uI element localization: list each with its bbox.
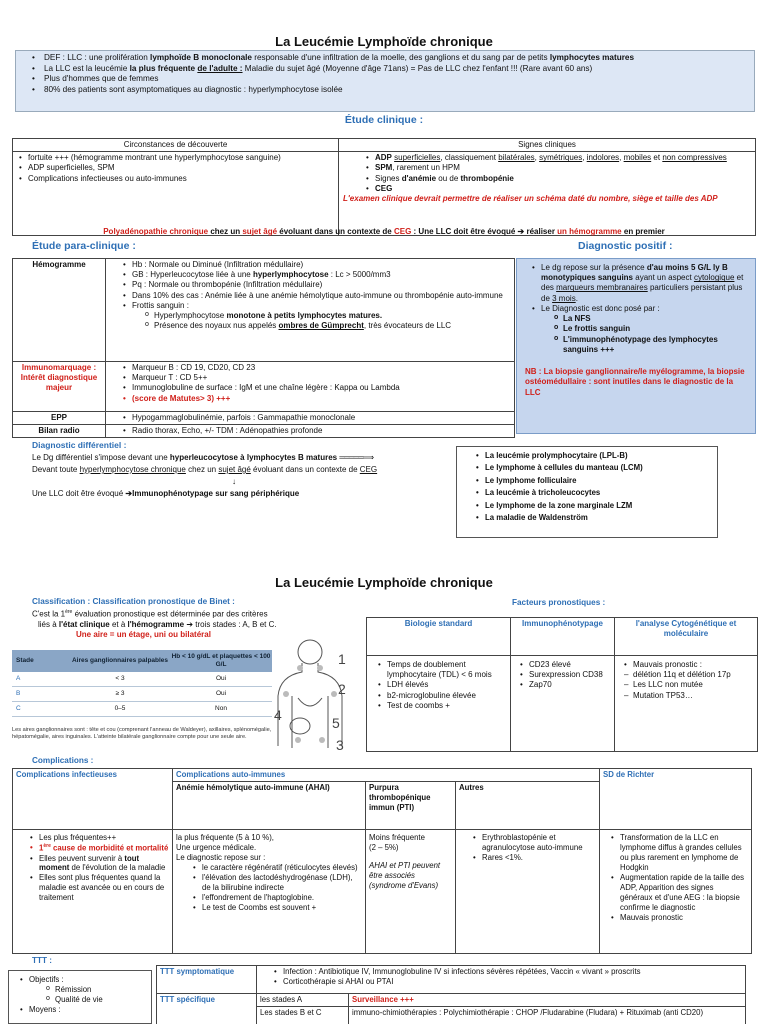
cyto-item: – Mutation TP53… <box>621 691 754 701</box>
binet-cell: Oui <box>215 689 227 697</box>
binet-header: Stade <box>16 656 34 664</box>
binet-cell: ≥ 3 <box>115 689 125 697</box>
ttt-spe-value: immuno-chimiothérapies : Polychimiothérapie : CHOP /Fludarabine (Fludara) + Rituximab (anti CD20) <box>349 1006 746 1024</box>
compl-header: Complications infectieuses <box>13 769 173 830</box>
ttt-table <box>156 965 746 1024</box>
diag-item: • Le dg repose sur la présence d'au moins 5 G/L ly B monotypiques sanguins ayant un aspect cytologique et des marqueurs membranaires particuliers persistant plus de 3 mois. <box>529 263 747 304</box>
pti-text: AHAI et PTI peuvent être associés (syndrome d'Evans) <box>369 860 441 890</box>
bilan-item: • Radio thorax, Echo, +/- TDM : Adénopathies profonde <box>120 426 511 436</box>
ahai-item: • l'élévation des lactodéshydrogénase (LDH), de la bilirubine indirecte <box>190 873 362 893</box>
diff-item: • La leucémie prolymphocytaire (LPL-B) <box>473 450 713 462</box>
diff-item: • La maladie de Waldenström <box>473 512 713 524</box>
diff-item: • Le lymphome de la zone marginale LZM <box>473 500 713 512</box>
pti-text: Moins fréquente <box>369 832 425 842</box>
diff-list-box <box>456 446 718 538</box>
compl-header: Purpura thrombopénique immun (PTI) <box>366 781 456 829</box>
diag-positif-box <box>516 258 756 434</box>
binet-cell: < 3 <box>115 674 125 682</box>
ahai-text: Une urgence médicale. <box>176 842 257 852</box>
signe-item: • Signes d'anémie ou de thrombopénie <box>363 174 752 184</box>
inf-item: • Les plus fréquentes++ <box>27 833 169 843</box>
ttt-sym-label: TTT symptomatique <box>157 966 257 994</box>
facteurs-table <box>366 617 758 752</box>
ttt-obj-item: • Objectifs : <box>17 975 147 985</box>
page-title: La Leucémie Lymphoïde chronique <box>275 34 493 49</box>
def-item: • 80% des patients sont asymptomatiques au diagnostic : hyperlymphocytose isolée <box>22 85 748 96</box>
ttt-objectives <box>8 970 152 1024</box>
compl-header: Anémie hémolytique auto-immune (AHAI) <box>173 781 366 829</box>
etude-clinique-heading: Étude clinique : <box>344 114 424 126</box>
cyto-item: – Les LLC non mutée <box>621 680 754 690</box>
compl-header: Autres <box>456 781 600 829</box>
binet-table <box>12 650 272 742</box>
body-label: 4 <box>274 707 282 723</box>
epp-label: EPP <box>13 412 106 425</box>
clinical-note: L'examen clinique devrait permettre de réaliser un schéma daté du nombre, siège et taille des ADP <box>343 194 718 204</box>
binet-cell: Non <box>215 704 227 712</box>
clinical-table <box>12 138 756 236</box>
def-item: • DEF : LLC : une prolifération lymphoïde B monoclonale responsable d'une infiltration de la moelle, des ganglions et du sang par de petits lymphocytes matures <box>22 53 748 64</box>
bio-item: • Temps de doublement lymphocytaire (TDL) < 6 mois <box>375 660 507 680</box>
ttt-spe-value: Surveillance +++ <box>349 994 746 1007</box>
hemo-item: • Hb : Normale ou Diminué (Infiltration médullaire) <box>120 260 511 270</box>
body-label: 5 <box>332 715 340 731</box>
ahai-item: • le caractère régénératif (réticulocytes élevés) <box>190 863 362 873</box>
ttt-obj-subitem: o Rémission <box>43 985 147 995</box>
ttt-sym-item: • Corticothérapie si AHAI ou PTAI <box>271 977 742 987</box>
ttt-spe-stade: Les stades B et C <box>257 1006 349 1024</box>
binet-header: Hb < 10 g/dL et plaquettes < 100 G/L <box>171 652 271 668</box>
ahai-item: • l'effondrement de l'haptoglobine. <box>190 893 362 903</box>
binet-cell: Oui <box>215 674 227 682</box>
ahai-text: la plus fréquente (5 à 10 %), <box>176 832 274 842</box>
circ-header: Circonstances de découverte <box>13 139 339 152</box>
diff-item: • Le lymphome à cellules du manteau (LCM) <box>473 462 713 474</box>
hemo-item: • Frottis sanguin : <box>120 301 511 311</box>
signe-item: • SPM, rarement un HPM <box>363 163 752 173</box>
para-clinique-heading: Étude para-clinique : <box>32 240 136 252</box>
body-label: 3 <box>336 737 344 753</box>
immuno-item: • (score de Matutes> 3) +++ <box>120 394 511 404</box>
bilan-label: Bilan radio <box>13 425 106 438</box>
hemo-subitem: o Présence des noyaux nus appelés ombres de Gümprecht, très évocateurs de LLC <box>142 321 511 331</box>
signes-header: Signes cliniques <box>339 139 756 152</box>
hemo-item: • Pq : Normale ou thrombopénie (Infiltration médullaire) <box>120 280 511 290</box>
ttt-spe-stade: les stades A <box>257 994 349 1007</box>
ahai-text: Le diagnostic repose sur : <box>176 852 266 862</box>
hemo-item: • Dans 10% des cas : Anémie liée à une anémie hémolytique auto-immune ou thrombopénie auto-immune <box>120 291 511 301</box>
immuno-item: • Marqueur T : CD 5++ <box>120 373 511 383</box>
diag-subitem: o La NFS <box>551 314 747 324</box>
def-item: • Plus d'hommes que de femmes <box>22 74 748 85</box>
circ-item: • fortuite +++ (hémogramme montrant une hyperlymphocytose sanguine) <box>16 153 335 163</box>
definition-box <box>15 50 755 112</box>
immuno-f-item: • Zap70 <box>517 680 611 690</box>
hemo-subitem: o Hyperlymphocytose monotone à petits lymphocytes matures. <box>142 311 511 321</box>
autres-item: • Rares <1%. <box>470 853 596 863</box>
inf-item: • Elles sont plus fréquentes quand la maladie est avancée ou en cours de traitement <box>27 873 169 903</box>
body-label: 2 <box>338 681 346 697</box>
richter-item: • Mauvais pronostic <box>608 913 748 923</box>
diag-nb: NB : La biopsie ganglionnaire/le myélogramme, la biopsie ostéomédullaire : sont inutiles dans le diagnostic de la LLC <box>525 367 745 397</box>
diff-text: Le Dg différentiel s'impose devant une hyperleucocytose à lymphocytes B matures ═════⟹ Devant toute hyperlymphocytose chronique chez un sujet âgé évoluant dans un contexte de CEG ↓ Une LLC doit être évoqué ➔Immunophénotypage sur sang périphérique <box>32 453 378 498</box>
ttt-heading: TTT : <box>32 956 53 965</box>
complications-table <box>12 768 752 954</box>
cyto-item: – délétion 11q et délétion 17p <box>621 670 754 680</box>
diagnostic-positif-heading: Diagnostic positif : <box>578 240 673 252</box>
binet-header: Aires ganglionnaires palpables <box>71 656 169 664</box>
classification-heading: Classification : Classification pronostique de Binet : <box>32 597 235 606</box>
inf-item: • Elles peuvent survenir à tout moment de l'évolution de la maladie <box>27 854 169 874</box>
poly-line: Polyadénopathie chronique chez un sujet âgé évoluant dans un contexte de CEG : Une LLC doit être évoqué ➔ réaliser un hémogramme en premier <box>103 227 665 236</box>
immuno-label: Immunomarquage : Intérêt diagnostique majeur <box>13 362 106 412</box>
immuno-f-item: • Surexpression CD38 <box>517 670 611 680</box>
complications-heading: Complications : <box>32 756 94 765</box>
facteur-header: l'analyse Cytogénétique et moléculaire <box>615 618 758 656</box>
bio-item: • LDH élevés <box>375 680 507 690</box>
hemo-label: Hémogramme <box>13 259 106 362</box>
richter-item: • Transformation de la LLC en lymphome diffus à grandes cellules ou plus rarement en lymphome de Hodgkin <box>608 833 748 873</box>
ttt-obj-subitem: o Qualité de vie <box>43 995 147 1005</box>
bio-item: • Test de coombs + <box>375 701 507 711</box>
compl-header: SD de Richter <box>600 769 752 830</box>
immuno-item: • Marqueur B : CD 19, CD20, CD 23 <box>120 363 511 373</box>
binet-cell: 0–5 <box>114 704 126 712</box>
facteurs-heading: Facteurs pronostiques : <box>512 598 606 607</box>
epp-item: • Hypogammaglobulinémie, parfois : Gammapathie monoclonale <box>120 413 511 423</box>
ttt-obj-item: • Moyens : <box>17 1005 147 1015</box>
diag-subitem: o Le frottis sanguin <box>551 324 747 334</box>
diff-heading: Diagnostic différentiel : <box>32 440 127 450</box>
binet-cell: B <box>16 689 21 697</box>
diff-item: • La leucémie à tricholeucocytes <box>473 487 713 499</box>
bio-item: • b2-microglobuline élevée <box>375 691 507 701</box>
autres-item: • Erythroblastopénie et agranulocytose auto-immune <box>470 833 596 853</box>
hemo-item: • GB : Hyperleucocytose liée à une hyperlymphocytose : Lc > 5000/mm3 <box>120 270 511 280</box>
page-title-2: La Leucémie Lymphoïde chronique <box>275 575 493 590</box>
ahai-item: • Le test de Coombs est souvent + <box>190 903 362 913</box>
classification-text: C'est la 1ère évaluation pronostique est déterminée par des critères liés à l'état clinique et à l'hémogramme ➔ trois stades : A, B et C. Une aire = un étage, uni ou bilatéral <box>32 609 277 640</box>
cyto-item: • Mauvais pronostic : <box>621 660 754 670</box>
binet-note: Les aires ganglionnaires sont : tête et cou (comprenant l'anneau de Waldeyer), axillaires, splénomégalie, hépatomégalie, aires inguinales. L'atteinte bilatérale ganglionnaire compte pour une seule aire. <box>12 727 272 741</box>
diag-item: • Le Diagnostic est donc posé par : <box>529 304 747 314</box>
ttt-sym-item: • Infection : Antibiotique IV, Immunoglobuline IV si infections sévères répétées, Vaccin « vivant » proscrits <box>271 967 742 977</box>
signe-item: • CEG <box>363 184 752 194</box>
paraclinical-table <box>12 258 515 438</box>
inf-item: • 1ère cause de morbidité et mortalité <box>27 843 169 854</box>
body-diagram <box>272 636 354 754</box>
diag-subitem: o L'immunophénotypage des lymphocytes sanguins +++ <box>551 335 747 355</box>
ttt-spe-label: TTT spécifique <box>157 994 257 1024</box>
facteur-header: Biologie standard <box>367 618 511 656</box>
signe-item: • ADP superficielles, classiquement bilatérales, symétriques, indolores, mobiles et non compressives <box>363 153 752 163</box>
binet-cell: A <box>16 674 21 682</box>
compl-header: Complications auto-immunes <box>173 769 600 782</box>
circ-item: • Complications infectieuses ou auto-immunes <box>16 174 335 184</box>
richter-item: • Augmentation rapide de la taille des ADP, Apparition des signes généraux et d'une AEG : la biopsie confirme le diagnostic <box>608 873 748 913</box>
circ-item: • ADP superficielles, SPM <box>16 163 335 173</box>
def-item: • La LLC est la leucémie la plus fréquente de l'adulte : Maladie du sujet âgé (Moyenne d'âge 71ans) = Pas de LLC chez l'enfant !!! (Rare avant 60 ans) <box>22 64 748 75</box>
immuno-item: • Immunoglobuline de surface : IgM et une chaîne légère : Kappa ou Lambda <box>120 383 511 393</box>
binet-cell: C <box>16 704 21 712</box>
diff-item: • Le lymphome folliculaire <box>473 475 713 487</box>
body-label: 1 <box>338 651 346 667</box>
pti-text: (2 – 5%) <box>369 842 399 852</box>
facteur-header: Immunophénotypage <box>511 618 615 656</box>
immuno-f-item: • CD23 élevé <box>517 660 611 670</box>
